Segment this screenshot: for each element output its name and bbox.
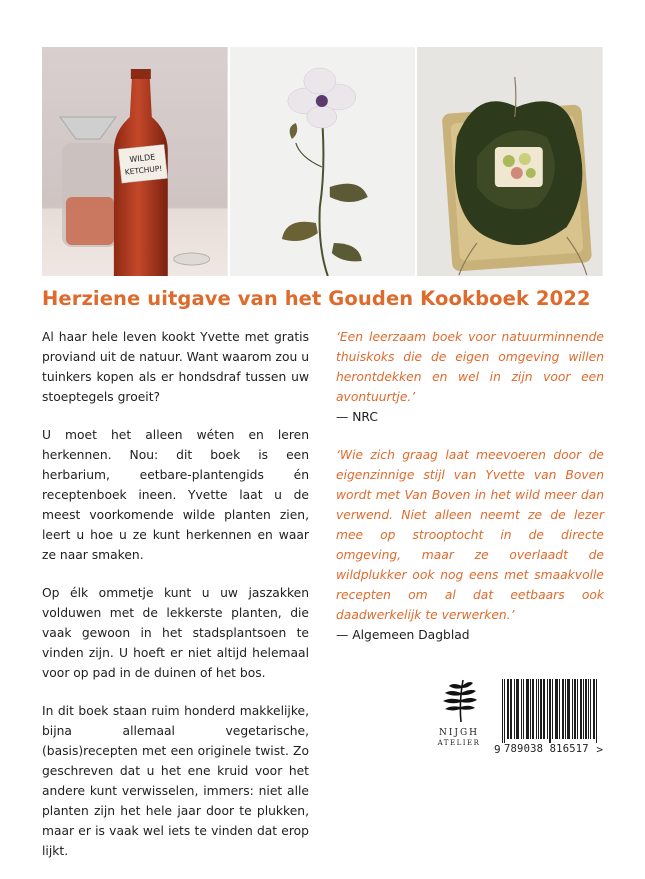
barcode-bar [588,679,589,739]
barcode-bar [523,679,524,739]
barcode-bar [575,679,576,739]
publisher-name: NIJGH [438,728,480,738]
reviews-column [336,327,604,663]
photo-ketchup-bottle [42,47,228,276]
barcode-bar [572,679,573,739]
barcode-bar [526,679,527,739]
barcode-bar [565,679,566,739]
review-quote: ‘Een leerzaam boek voor natuurminnende thuiskoks die de eigen omgeving willen herontdekken en wel in zijn voor een avontuurtje.’ [336,330,604,404]
review-source: — NRC [336,410,378,424]
barcode-bar [590,679,591,739]
headline: Herziene uitgave van het Gouden Kookboek 2022 [42,287,591,310]
barcode-bar [510,679,511,739]
barcode-bar [596,679,597,743]
barcode-bar [532,679,533,739]
barcode-bar [585,679,586,739]
barcode-bar [583,679,584,739]
barcode-bar [557,679,558,739]
barcode-bar [586,679,587,739]
barcode-bar [517,679,518,739]
barcode-bar [581,679,582,739]
photo-strip [42,47,603,276]
barcode-bar [514,679,515,739]
barcode-bar [533,679,534,739]
photo-pressed-flower [230,47,416,276]
barcode-bars [502,679,598,743]
barcode-bar [563,679,564,739]
barcode-bar [569,679,570,739]
barcode-bar [511,679,512,739]
ketchup-illustration [42,47,228,276]
ketchup-label-line2: KETCHUP! [124,163,163,177]
paragraph: Al haar hele leven kookt Yvette met gratis proviand uit de natuur. Want waarom zou u tuinkers kopen als er hondsdraf tussen uw stoeptegels groeit? [42,330,309,404]
barcode-bar [562,679,563,739]
barcode-bar [504,679,505,743]
barcode-digits: 789038 816517 [504,743,589,755]
barcode-bar [527,679,528,739]
paragraph: In dit boek staan ruim honderd makkelijke, bijna allemaal vegetarische, (basis)recepten met een originele twist. Zo geschreven dat u het ene kruid voor het andere kunt verwisselen, immers: niet alle planten zijn het hele jaar door te plukken, maar er is vaak wel iets te vinden dat erop lijkt. [42,704,309,858]
barcode-bar [528,679,529,739]
publisher-imprint: ATELIER [437,739,481,747]
barcode-bar [550,679,551,743]
fern-icon [439,678,479,722]
barcode-bar [521,679,522,739]
barcode-bar [567,679,568,739]
description-column [42,327,309,879]
barcode-bar [518,679,519,739]
barcode-arrow: > [596,743,603,756]
barcode-bar [540,679,541,739]
barcode-bar [547,679,548,739]
barcode-bar [543,679,544,739]
barcode-bar [555,679,556,739]
barcode-bar [536,679,537,739]
barcode-bar [594,679,595,739]
barcode-bar [556,679,557,739]
barcode-bar [516,679,517,739]
barcode-bar [549,679,550,743]
pressed-flower-illustration [230,47,416,276]
paragraph: Op élk ommetje kunt u uw jaszakken volduwen met de lekkerste planten, die vaak gewoon in het stadsplantsoen te vinden zijn. U hoeft er niet altijd helemaal voor op pad in de duinen of het bos. [42,586,309,680]
barcode-bar [507,679,508,739]
barcode-bar [544,679,545,739]
barcode-lead-digit: 9 [494,743,501,756]
barcode-bar [577,679,578,739]
barcode-bar [538,679,539,739]
barcode-bar [568,679,569,739]
review-quote: ‘Wie zich graag laat meevoeren door de eigenzinnige stijl van Yvette van Boven wordt met Van Boven in het wild meer dan verwend. Niet alleen neemt ze de lezer mee op strooptocht in de directe omgeving, maar ze overlaadt de wildplukker ook nog eens met smaakvolle recepten om al dat eetbaars ook daadwerkelijk te verwerken.’ [336,448,604,622]
photo-leaf-dish [417,47,603,276]
isbn-barcode [494,679,603,765]
leaf-dish-illustration [417,47,603,276]
barcode-bar [580,679,581,739]
barcode-bar [574,679,575,739]
barcode-bar [502,679,503,743]
barcode-bar [530,679,531,739]
barcode-bar [559,679,560,739]
barcode-bar [593,679,594,739]
paragraph: U moet het alleen wéten en leren herkennen. Nou: dit boek is een herbarium, eetbare-plantengids én receptenboek ineen. Yvette laat u de meest voorkomende wilde planten zien, leert u hoe u ze kunt herkennen en waar ze naar smaken. [42,428,309,562]
barcode-bar [541,679,542,739]
ketchup-label-line1: WILDE [129,152,156,165]
barcode-bar [508,679,509,739]
publisher-logo [433,678,485,748]
review-source: — Algemeen Dagblad [336,628,470,642]
barcode-bar [552,679,553,739]
